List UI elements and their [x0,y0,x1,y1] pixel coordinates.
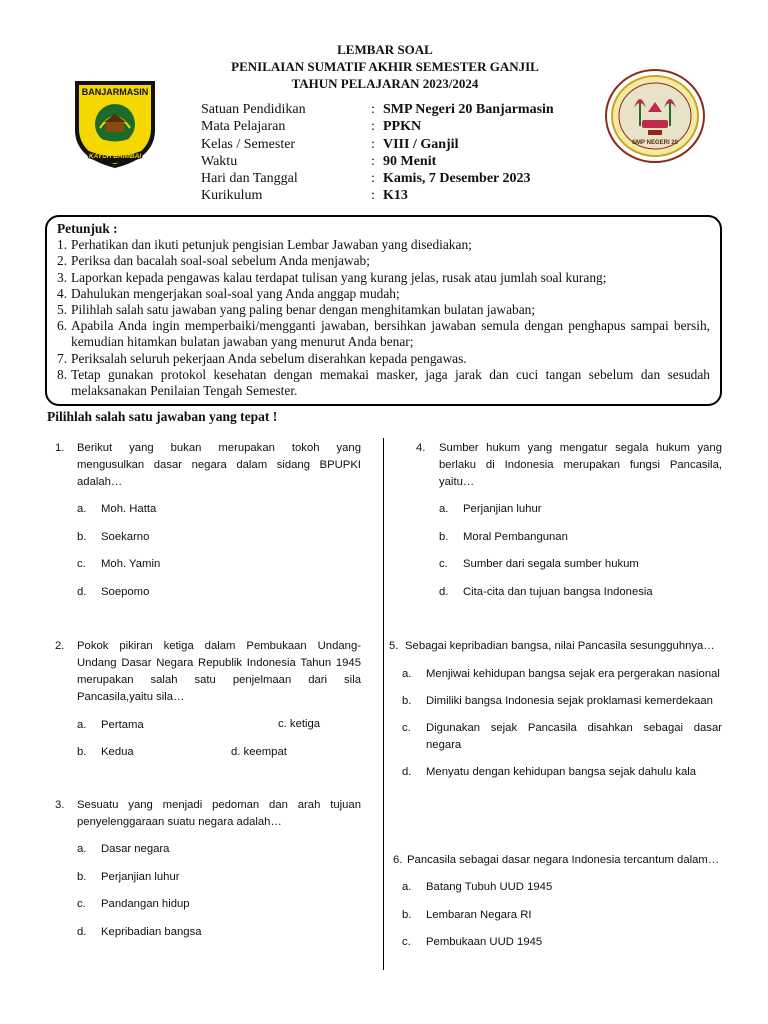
instruction-item: 7. Periksalah seluruh pekerjaan Anda sebelum diserahkan kepada pengawas. [57,350,467,366]
svg-text:BANJARMASIN: BANJARMASIN [81,87,149,97]
info-row-mapel: Mata Pelajaran : PPKN [201,119,422,135]
info-row-kurikulum: Kurikulum : K13 [201,188,408,204]
option-b[interactable]: b. Dimiliki bangsa Indonesia sejak proklamasi kemerdekaan [402,695,713,707]
question-3: 3. Sesuatu yang menjadi pedoman dan arah tujuan penyelenggaraan suatu negara adalah… a. Dasar negara b. Perjanjian luhur c. Pandangan hidup d. Kepribadian bangsa [55,797,361,941]
instruction-item: 8. Tetap gunakan protokol kesehatan dengan memakai masker, jaga jarak dan cuci tangan sebelum dan sesudah melaksanakan Penilaian Tengah Semester. [57,366,710,399]
question-5: 5. Sebagai kepribadian bangsa, nilai Pancasila sesungguhnya… a. Menjiwai kehidupan bangsa sejak era pergerakan nasional b. Dimiliki bangsa Indonesia sejak proklamasi kemerdekaan c. Digunakan sejak Pancasila disahkan sebagai dasar negara d. Menyatu dengan kehidupan bangsa sejak dahulu kala [389,638,722,781]
curriculum: K13 [383,188,408,204]
question-1: 1. Berikut yang bukan merupakan tokoh yang mengusulkan dasar negara dalam sidang BPUPKI adalah… a. Moh. Hatta b. Soekarno c. Moh. Yamin d. Soepomo [55,440,361,601]
instruction-item: 3. Laporkan kepada pengawas kalau terdapat tulisan yang kurang jelas, rusak atau jumlah soal kurang; [57,269,607,285]
svg-text:KAYUH BAIMBAI: KAYUH BAIMBAI [88,153,142,160]
class-semester: VIII / Ganjil [383,136,459,152]
option-b[interactable]: b. Lembaran Negara RI [402,908,532,921]
option-b[interactable]: b. Soekarno [77,530,150,543]
option-d[interactable]: d. keempat [231,746,287,758]
question-6: 6. Pancasila sebagai dasar negara Indonesia tercantum dalam… a. Batang Tubuh UUD 1945 b. Lembaran Negara RI c. Pembukaan UUD 1945 [393,852,722,951]
option-c[interactable]: c. Moh. Yamin [77,558,161,571]
info-row-tanggal: Hari dan Tanggal : Kamis, 7 Desember 2023 [201,171,531,187]
option-a[interactable]: a. Perjanjian luhur [439,503,542,515]
school-logo-icon [604,68,706,164]
subject-name: PPKN [383,119,422,135]
question-4: 4. Sumber hukum yang mengatur segala hukum yang berlaku di Indonesia merupakan fungsi Pancasila, yaitu… a. Perjanjian luhur b. Moral Pembangunan c. Sumber dari segala sumber hukum d. Cita-cita dan tujuan bangsa Indonesia [416,440,722,601]
option-c[interactable]: c. Pembukaan UUD 1945 [402,936,543,949]
option-c[interactable]: c. Pandangan hidup [77,898,190,911]
instructions-heading: Petunjuk : [57,221,118,236]
title-tahun-pelajaran: TAHUN PELAJARAN 2023/2024 [291,76,479,91]
school-name: SMP Negeri 20 Banjarmasin [383,102,554,117]
info-row-waktu: Waktu : 90 Menit [201,153,437,169]
instruction-item: 4. Dahulukan mengerjakan soal-soal yang Anda anggap mudah; [57,285,400,301]
answer-instruction: Pilihlah salah satu jawaban yang tepat ! [47,409,278,424]
option-b[interactable]: b. Kedua [77,745,134,758]
column-divider [383,438,384,970]
option-c[interactable]: c. ketiga [278,718,321,730]
option-a[interactable]: a. Pertama [77,718,144,731]
option-d[interactable]: d. Cita-cita dan tujuan bangsa Indonesia [439,585,653,598]
instruction-item: 1. Perhatikan dan ikuti petunjuk pengisian Lembar Jawaban yang disediakan; [57,237,472,253]
option-a[interactable]: a. Dasar negara [77,843,170,855]
option-a[interactable]: a. Menjiwai kehidupan bangsa sejak era pergerakan nasional [402,668,720,680]
exam-info [201,101,554,205]
option-d[interactable]: d. Kepribadian bangsa [77,925,202,938]
option-b[interactable]: b. Moral Pembangunan [439,530,568,543]
instructions-box [45,215,722,406]
option-d[interactable]: d. Menyatu dengan kehidupan bangsa sejak dahulu kala [402,766,697,778]
question-2: 2. Pokok pikiran ketiga dalam Pembukaan Undang-Undang Dasar Negara Republik Indonesia Tahun 1945 merupakan salah satu penjelmaan dari sila Pancasila,yaitu sila… a. Pertama c. ketiga b. Kedua d. keempat [55,638,361,776]
option-a[interactable]: a. Batang Tubuh UUD 1945 [402,881,553,893]
instruction-item: 6. Apabila Anda ingin memperbaiki/mengganti jawaban, bersihkan jawaban semula dengan penghapus sampai bersih, kemudian hitamkan bulatan jawaban yang menurut Anda benar; [57,318,710,350]
svg-text:SMP NEGERI 20: SMP NEGERI 20 [632,140,678,146]
exam-date: Kamis, 7 Desember 2023 [383,171,531,187]
option-a[interactable]: a. Moh. Hatta [77,503,157,515]
title-lembar-soal: LEMBAR SOAL [337,42,433,57]
title-penilaian: PENILAIAN SUMATIF AKHIR SEMESTER GANJIL [231,59,539,74]
info-row-kelas: Kelas / Semester : VIII / Ganjil [201,136,459,152]
banjarmasin-logo-icon [72,78,158,170]
option-d[interactable]: d. Soepomo [77,585,150,598]
option-b[interactable]: b. Perjanjian luhur [77,870,180,883]
option-c[interactable]: c. Digunakan sejak Pancasila disahkan sebagai dasar negara [402,722,722,751]
exam-duration: 90 Menit [383,153,437,169]
instruction-item: 5. Pilihlah salah satu jawaban yang paling benar dengan menghitamkan bulatan jawaban; [57,302,536,318]
info-row-satuan: Satuan Pendidikan : SMP Negeri 20 Banjarmasin [201,102,554,117]
option-c[interactable]: c. Sumber dari segala sumber hukum [439,558,639,571]
instruction-item: 2. Periksa dan bacalah soal-soal sebelum Anda menjawab; [57,253,370,269]
